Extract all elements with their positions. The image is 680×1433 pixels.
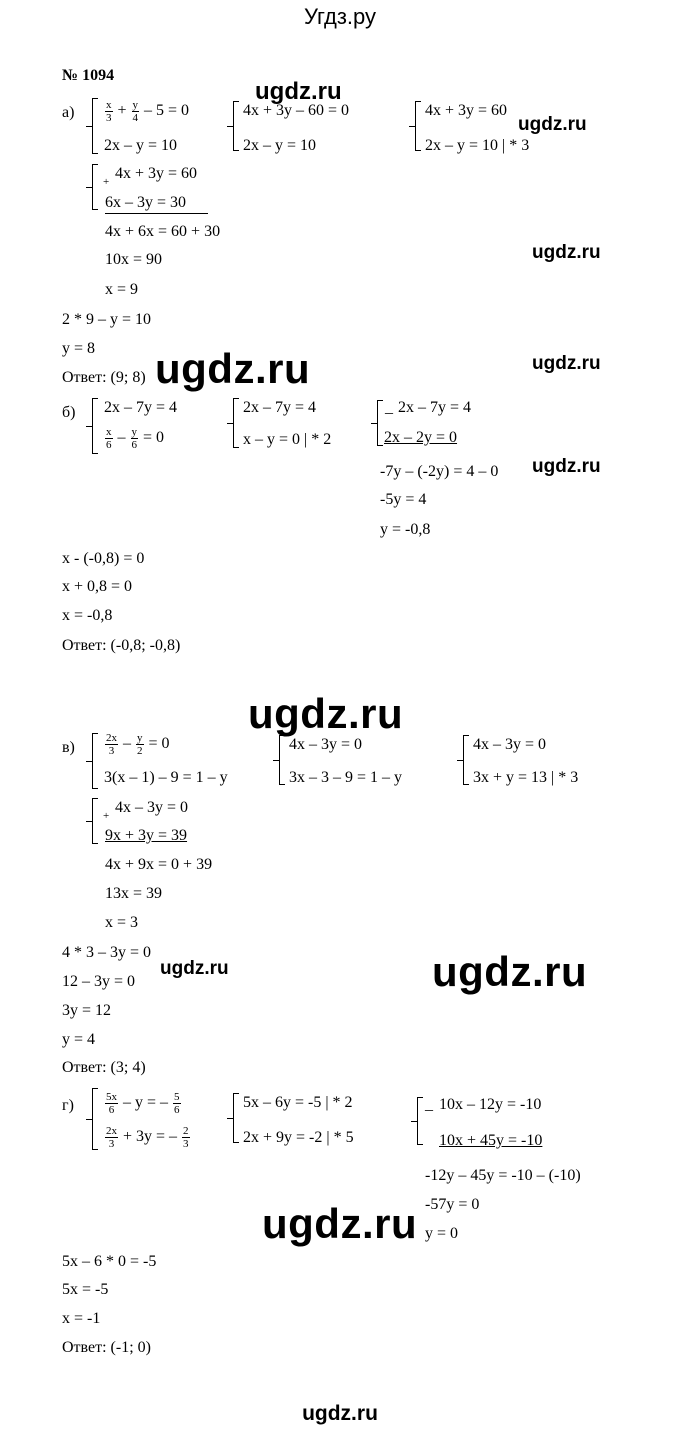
equation: y = -0,8	[380, 521, 431, 538]
brace	[417, 1097, 425, 1145]
brace	[463, 735, 471, 785]
equation: 10x + 45y = -10	[439, 1132, 543, 1149]
equation: 13x = 39	[105, 885, 163, 902]
minus-sign: _	[385, 399, 393, 416]
brace	[279, 735, 287, 785]
equation: 2x – y = 10	[243, 137, 317, 154]
watermark: ugdz.ru	[248, 690, 404, 737]
equation: 10x – 12y = -10	[439, 1096, 542, 1113]
equation: 5x – 6 * 0 = -5	[62, 1253, 157, 1270]
equation: 5x = -5	[62, 1281, 109, 1298]
equation: x + 0,8 = 0	[62, 578, 133, 595]
brace	[92, 1088, 100, 1150]
equation: 4x + 3y = 60	[115, 165, 198, 182]
equation: $\frac{2x}{3}$ – $\frac{y}{2}$ = 0	[106, 731, 170, 757]
equation: -7y – (-2y) = 4 – 0	[380, 463, 499, 480]
equation: x = 3	[105, 914, 139, 931]
site-header: Угдз.ру	[303, 4, 377, 29]
equation: 2x – 7y = 4	[243, 399, 317, 416]
equation: y = 0	[425, 1225, 459, 1242]
equation: 2x – 2y = 0	[384, 429, 458, 446]
brace	[92, 164, 100, 210]
equation: 3x + y = 13 | * 3	[473, 769, 579, 786]
equation: 4x – 3y = 0	[473, 736, 547, 753]
part-a-label: а)	[62, 104, 75, 121]
brace	[415, 101, 423, 151]
equation: x – y = 0 | * 2	[243, 431, 332, 448]
answer: Ответ: (9; 8)	[62, 369, 146, 386]
equation: 12 – 3y = 0	[62, 973, 136, 990]
equation: 3y = 12	[62, 1002, 112, 1019]
equation: 10x = 90	[105, 251, 163, 268]
part-b-label: б)	[62, 404, 76, 421]
answer: Ответ: (-0,8; -0,8)	[62, 637, 181, 654]
brace	[233, 1093, 241, 1143]
plus-sign: +	[103, 176, 110, 188]
answer: Ответ: (-1; 0)	[62, 1339, 151, 1356]
equation: 2x – 7y = 4	[104, 399, 178, 416]
part-g-label: г)	[62, 1097, 74, 1114]
equation: x = -0,8	[62, 607, 113, 624]
brace	[233, 101, 241, 151]
equation: $\frac{5x}{6}$ – y = – $\frac{5}{6}$	[106, 1090, 180, 1116]
equation: 4x – 3y = 0	[289, 736, 363, 753]
equation: 2x – y = 10	[104, 137, 178, 154]
equation: x - (-0,8) = 0	[62, 550, 145, 567]
brace	[92, 798, 100, 844]
equation: -12y – 45y = -10 – (-10)	[425, 1167, 581, 1184]
equation: 4x + 3y – 60 = 0	[243, 102, 350, 119]
watermark: ugdz.ru	[160, 958, 229, 979]
site-footer: ugdz.ru	[302, 1402, 378, 1425]
watermark: ugdz.ru	[262, 1200, 418, 1247]
problem-number: № 1094	[62, 67, 115, 84]
equation: 4 * 3 – 3y = 0	[62, 944, 152, 961]
equation: 6x – 3y = 30	[105, 193, 208, 214]
equation: 9x + 3y = 39	[105, 827, 188, 844]
equation: 2 * 9 – y = 10	[62, 311, 152, 328]
equation: -57y = 0	[425, 1196, 480, 1213]
brace	[233, 398, 241, 448]
equation: 3x – 3 – 9 = 1 – y	[289, 769, 403, 786]
answer: Ответ: (3; 4)	[62, 1059, 146, 1076]
equation: 2x – 7y = 4	[398, 399, 472, 416]
equation: $\frac{x}{6}$ – $\frac{y}{6}$ = 0	[106, 425, 165, 451]
equation: 4x + 3y = 60	[425, 102, 508, 119]
watermark: ugdz.ru	[532, 353, 601, 374]
equation: x = 9	[105, 281, 139, 298]
equation: y = 4	[62, 1031, 96, 1048]
brace	[92, 98, 100, 154]
equation: 4x + 6x = 60 + 30	[105, 223, 221, 240]
equation: 4x + 9x = 0 + 39	[105, 856, 213, 873]
brace	[92, 733, 100, 789]
watermark: ugdz.ru	[532, 242, 601, 263]
equation: $\frac{2x}{3}$ + 3y = – $\frac{2}{3}$	[106, 1124, 189, 1150]
brace	[92, 398, 100, 454]
plus-sign: +	[103, 810, 110, 822]
equation: 2x – y = 10 | * 3	[425, 137, 530, 154]
watermark: ugdz.ru	[432, 948, 588, 995]
equation: y = 8	[62, 340, 96, 357]
equation: 4x – 3y = 0	[115, 799, 189, 816]
watermark: ugdz.ru	[155, 345, 311, 392]
equation: $\frac{x}{3}$ + $\frac{y}{4}$ – 5 = 0	[106, 98, 190, 124]
equation: 2x + 9y = -2 | * 5	[243, 1129, 354, 1146]
equation: 3(x – 1) – 9 = 1 – y	[104, 769, 228, 786]
equation: 5x – 6y = -5 | * 2	[243, 1094, 353, 1111]
watermark: ugdz.ru	[518, 114, 587, 135]
part-v-label: в)	[62, 739, 75, 756]
equation: x = -1	[62, 1310, 101, 1327]
watermark: ugdz.ru	[255, 78, 342, 105]
minus-sign: _	[425, 1096, 433, 1113]
equation: -5y = 4	[380, 491, 427, 508]
watermark: ugdz.ru	[532, 456, 601, 477]
